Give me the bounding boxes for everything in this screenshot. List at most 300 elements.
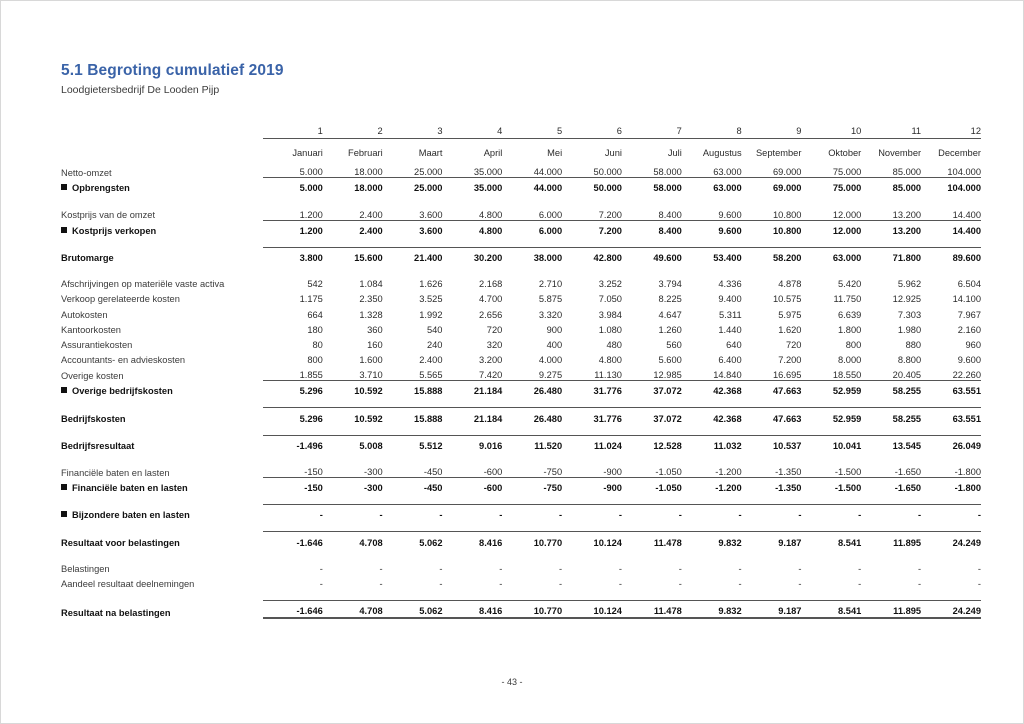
- row-label-cell: [61, 335, 263, 350]
- value-cell: 800: [307, 355, 323, 366]
- row-label: Bedrijfsresultaat: [61, 440, 135, 451]
- value-cell: 44.000: [502, 178, 562, 194]
- row-label-cell: [61, 435, 263, 451]
- value-cell: -: [921, 505, 981, 521]
- value-cell: 664: [307, 309, 323, 320]
- row-label-cell: [61, 365, 263, 381]
- value-cell: -: [798, 578, 802, 589]
- value-cell: 3.252: [598, 279, 622, 290]
- value-cell: -750: [543, 467, 563, 478]
- value-cell: 14.840: [713, 370, 742, 381]
- column-number-header: 7: [622, 120, 682, 139]
- value-cell: 10.770: [502, 532, 562, 548]
- value-cell: 5.875: [538, 294, 563, 305]
- column-month-header: December: [938, 148, 981, 159]
- value-cell: 400: [546, 339, 563, 350]
- value-cell: -: [379, 578, 383, 589]
- value-cell: 9.016: [442, 435, 502, 451]
- value-cell: -: [977, 578, 981, 589]
- value-cell: -: [738, 563, 742, 574]
- value-cell: 960: [965, 339, 981, 350]
- value-cell: 63.000: [801, 247, 861, 263]
- value-cell: -600: [483, 467, 503, 478]
- value-cell: 6.639: [838, 309, 862, 320]
- value-cell: -: [742, 505, 802, 521]
- value-cell: -150: [304, 467, 323, 478]
- value-cell: 18.000: [354, 167, 383, 178]
- value-cell: 24.249: [921, 532, 981, 548]
- value-cell: 15.888: [383, 381, 443, 397]
- column-month-header: Juni: [604, 148, 622, 159]
- row-label-cell: [61, 274, 263, 289]
- value-cell: 4.000: [538, 355, 563, 366]
- value-cell: 7.050: [598, 294, 622, 305]
- table-row: [61, 435, 981, 451]
- value-cell: 15.600: [323, 247, 383, 263]
- row-spacer-cell: [61, 548, 981, 559]
- value-cell: 8.416: [442, 600, 502, 618]
- value-cell: -: [502, 505, 562, 521]
- row-label: Verkoop gerelateerde kosten: [61, 294, 180, 305]
- row-spacer: [61, 451, 981, 462]
- value-cell: 63.551: [921, 381, 981, 397]
- value-cell: -: [682, 505, 742, 521]
- value-cell: 30.200: [442, 247, 502, 263]
- value-cell: 13.545: [861, 435, 921, 451]
- value-cell: 38.000: [502, 247, 562, 263]
- value-cell: 5.296: [263, 381, 323, 397]
- value-cell: -: [439, 563, 443, 574]
- value-cell: 42.800: [562, 247, 622, 263]
- value-cell: 47.663: [742, 408, 802, 424]
- row-label: Overige kosten: [61, 370, 124, 381]
- value-cell: 58.200: [742, 247, 802, 263]
- row-label: Bijzondere baten en lasten: [72, 510, 190, 521]
- value-cell: 5.420: [838, 279, 862, 290]
- value-cell: 26.480: [502, 408, 562, 424]
- value-cell: 9.600: [718, 209, 742, 220]
- value-cell: -1.646: [263, 600, 323, 618]
- value-cell: 21.184: [442, 381, 502, 397]
- row-label-cell: [61, 304, 263, 319]
- value-cell: 5.311: [719, 309, 742, 320]
- value-cell: 58.255: [861, 408, 921, 424]
- value-cell: 1.084: [359, 279, 383, 290]
- value-cell: 9.187: [742, 600, 802, 618]
- value-cell: 4.647: [658, 309, 682, 320]
- value-cell: 26.049: [921, 435, 981, 451]
- value-cell: 20.405: [892, 370, 922, 381]
- value-cell: 22.260: [952, 370, 981, 381]
- value-cell: 21.184: [442, 408, 502, 424]
- value-cell: 480: [606, 339, 622, 350]
- table-row: [61, 335, 981, 350]
- value-cell: 8.800: [897, 355, 922, 366]
- value-cell: 240: [426, 339, 443, 350]
- value-cell: 58.000: [622, 178, 682, 194]
- value-cell: 5.565: [419, 370, 443, 381]
- value-cell: 8.400: [622, 220, 682, 236]
- header-row-months: [61, 139, 981, 163]
- column-number-header: 9: [742, 120, 802, 139]
- row-label-cell: [61, 532, 263, 548]
- row-label-cell: [61, 320, 263, 335]
- row-spacer: [61, 193, 981, 204]
- value-cell: 8.000: [838, 355, 862, 366]
- column-number-header: 8: [682, 120, 742, 139]
- value-cell: -450: [423, 467, 443, 478]
- value-cell: 4.800: [598, 355, 622, 366]
- value-cell: 10.575: [773, 294, 802, 305]
- value-cell: 26.480: [502, 381, 562, 397]
- value-cell: 6.000: [502, 220, 562, 236]
- value-cell: 1.080: [598, 324, 622, 335]
- value-cell: 69.000: [742, 178, 802, 194]
- value-cell: 4.708: [323, 532, 383, 548]
- value-cell: 63.000: [682, 178, 742, 194]
- table-row: [61, 178, 981, 194]
- row-spacer-cell: [61, 396, 981, 408]
- row-spacer: [61, 236, 981, 248]
- value-cell: 8.400: [658, 209, 682, 220]
- value-cell: 42.368: [682, 408, 742, 424]
- value-cell: 2.350: [359, 294, 383, 305]
- row-label: Financiële baten en lasten: [61, 467, 170, 478]
- column-month-header: Januari: [292, 148, 323, 159]
- row-label: Accountants- en advieskosten: [61, 355, 186, 366]
- value-cell: 720: [486, 324, 503, 335]
- row-label: Belastingen: [61, 563, 110, 574]
- row-label-cell: [61, 381, 263, 397]
- value-cell: 10.592: [323, 381, 383, 397]
- row-spacer: [61, 520, 981, 532]
- value-cell: -1.800: [921, 478, 981, 494]
- value-cell: -150: [263, 478, 323, 494]
- value-cell: 104.000: [947, 167, 981, 178]
- value-cell: 53.400: [682, 247, 742, 263]
- value-cell: 80: [312, 339, 323, 350]
- value-cell: 360: [367, 324, 383, 335]
- value-cell: 3.794: [658, 279, 682, 290]
- value-cell: 1.328: [359, 309, 383, 320]
- value-cell: 9.400: [718, 294, 742, 305]
- row-label: Kantoorkosten: [61, 324, 121, 335]
- value-cell: 1.200: [299, 209, 323, 220]
- row-label-cell: [61, 462, 263, 478]
- value-cell: 8.541: [801, 600, 861, 618]
- table-row: [61, 247, 981, 263]
- value-cell: 6.504: [957, 279, 981, 290]
- value-cell: 12.000: [801, 220, 861, 236]
- budget-table: [61, 120, 981, 619]
- value-cell: 10.041: [801, 435, 861, 451]
- column-number-header: 4: [442, 120, 502, 139]
- value-cell: 7.420: [479, 370, 503, 381]
- value-cell: 58.000: [653, 167, 682, 178]
- value-cell: 18.000: [323, 178, 383, 194]
- value-cell: 10.770: [502, 600, 562, 618]
- square-bullet-icon: [61, 184, 67, 190]
- table-row: [61, 532, 981, 548]
- value-cell: 11.478: [622, 600, 682, 618]
- value-cell: -: [858, 578, 862, 589]
- row-label: Netto-omzet: [61, 167, 112, 178]
- value-cell: 13.200: [892, 209, 922, 220]
- value-cell: -: [918, 563, 922, 574]
- value-cell: 10.592: [323, 408, 383, 424]
- value-cell: -: [323, 505, 383, 521]
- value-cell: -: [319, 563, 323, 574]
- value-cell: 3.320: [538, 309, 563, 320]
- row-spacer: [61, 493, 981, 505]
- value-cell: 7.967: [957, 309, 981, 320]
- row-spacer-cell: [61, 263, 981, 274]
- square-bullet-icon: [61, 484, 67, 490]
- value-cell: 58.255: [861, 381, 921, 397]
- value-cell: 5.296: [263, 408, 323, 424]
- value-cell: 8.541: [801, 532, 861, 548]
- column-month-header: Juli: [667, 148, 682, 159]
- square-bullet-icon: [61, 387, 67, 393]
- table-row: [61, 365, 981, 381]
- value-cell: 10.124: [562, 532, 622, 548]
- value-cell: 2.656: [479, 309, 503, 320]
- value-cell: 75.000: [832, 167, 862, 178]
- table-row: [61, 220, 981, 236]
- value-cell: 4.800: [442, 220, 502, 236]
- row-label-cell: [61, 289, 263, 304]
- value-cell: -1.050: [655, 467, 682, 478]
- value-cell: -: [678, 578, 682, 589]
- value-cell: 7.200: [778, 355, 802, 366]
- value-cell: 71.800: [861, 247, 921, 263]
- value-cell: 63.551: [921, 408, 981, 424]
- value-cell: 2.400: [323, 220, 383, 236]
- row-label-cell: [61, 478, 263, 494]
- row-label-cell: [61, 178, 263, 194]
- value-cell: -: [738, 578, 742, 589]
- value-cell: 540: [426, 324, 443, 335]
- value-cell: 9.600: [957, 355, 981, 366]
- value-cell: 1.600: [359, 355, 383, 366]
- value-cell: 2.400: [359, 209, 383, 220]
- row-label: Brutomarge: [61, 252, 114, 263]
- table-row: [61, 505, 981, 521]
- value-cell: -1.646: [263, 532, 323, 548]
- value-cell: 10.537: [742, 435, 802, 451]
- row-label-cell: [61, 247, 263, 263]
- row-spacer-cell: [61, 236, 981, 248]
- value-cell: 85.000: [861, 178, 921, 194]
- value-cell: 5.000: [263, 178, 323, 194]
- company-subtitle: Loodgietersbedrijf De Looden Pijp: [61, 84, 220, 97]
- row-label: Kostprijs verkopen: [72, 225, 157, 236]
- column-number-header: 1: [263, 120, 323, 139]
- column-number-header: 3: [383, 120, 443, 139]
- value-cell: 6.000: [538, 209, 563, 220]
- square-bullet-icon: [61, 227, 67, 233]
- value-cell: 37.072: [622, 408, 682, 424]
- header-corner-cell: [61, 139, 263, 163]
- value-cell: 75.000: [801, 178, 861, 194]
- value-cell: -1.350: [775, 467, 802, 478]
- value-cell: 4.336: [718, 279, 742, 290]
- value-cell: 3.525: [419, 294, 443, 305]
- value-cell: 720: [785, 339, 802, 350]
- value-cell: -: [861, 505, 921, 521]
- row-spacer-cell: [61, 589, 981, 601]
- value-cell: 6.400: [718, 355, 742, 366]
- table-row: [61, 559, 981, 574]
- value-cell: -1.800: [954, 467, 981, 478]
- value-cell: 5.008: [323, 435, 383, 451]
- value-cell: 160: [367, 339, 383, 350]
- value-cell: 5.600: [658, 355, 682, 366]
- value-cell: 50.000: [562, 178, 622, 194]
- value-cell: 14.400: [921, 220, 981, 236]
- value-cell: -300: [323, 478, 383, 494]
- value-cell: 4.700: [479, 294, 503, 305]
- column-number-header: 5: [502, 120, 562, 139]
- value-cell: 1.992: [419, 309, 443, 320]
- value-cell: -: [559, 578, 563, 589]
- header-row-numbers: [61, 120, 981, 139]
- column-number-header: 10: [801, 120, 861, 139]
- value-cell: 180: [307, 324, 323, 335]
- column-month-header: November: [878, 148, 922, 159]
- value-cell: 2.168: [479, 279, 503, 290]
- value-cell: 24.249: [921, 600, 981, 618]
- value-cell: 10.800: [773, 209, 802, 220]
- value-cell: -1.350: [742, 478, 802, 494]
- value-cell: 1.855: [299, 370, 323, 381]
- value-cell: 25.000: [414, 167, 443, 178]
- value-cell: 7.200: [562, 220, 622, 236]
- table-row: [61, 289, 981, 304]
- value-cell: 10.800: [742, 220, 802, 236]
- value-cell: -: [439, 578, 443, 589]
- value-cell: -300: [364, 467, 383, 478]
- value-cell: 11.520: [502, 435, 562, 451]
- table-row: [61, 274, 981, 289]
- value-cell: 2.400: [419, 355, 443, 366]
- value-cell: 1.626: [419, 279, 443, 290]
- value-cell: -1.200: [682, 478, 742, 494]
- table-row: [61, 381, 981, 397]
- value-cell: 800: [845, 339, 862, 350]
- value-cell: 10.124: [562, 600, 622, 618]
- row-label-cell: [61, 408, 263, 424]
- row-spacer-cell: [61, 520, 981, 532]
- value-cell: 44.000: [533, 167, 563, 178]
- row-spacer-cell: [61, 193, 981, 204]
- table-body: [61, 162, 981, 618]
- value-cell: -1.496: [263, 435, 323, 451]
- value-cell: 49.600: [622, 247, 682, 263]
- value-cell: 8.416: [442, 532, 502, 548]
- value-cell: -: [559, 563, 563, 574]
- value-cell: 18.550: [832, 370, 862, 381]
- value-cell: -: [319, 578, 323, 589]
- table-row: [61, 600, 981, 618]
- value-cell: 35.000: [473, 167, 503, 178]
- value-cell: 11.130: [594, 370, 622, 381]
- column-month-header: Februari: [348, 148, 383, 159]
- value-cell: 13.200: [861, 220, 921, 236]
- value-cell: 3.600: [419, 209, 443, 220]
- table-row: [61, 408, 981, 424]
- value-cell: -: [499, 578, 503, 589]
- header-corner-cell: [61, 120, 263, 139]
- value-cell: 5.975: [778, 309, 802, 320]
- table-row: [61, 478, 981, 494]
- value-cell: 11.750: [833, 294, 862, 305]
- value-cell: 11.895: [861, 600, 921, 618]
- value-cell: 11.478: [622, 532, 682, 548]
- value-cell: -: [618, 578, 622, 589]
- row-label: Financiële baten en lasten: [72, 483, 188, 494]
- value-cell: 5.062: [383, 532, 443, 548]
- value-cell: 2.160: [957, 324, 981, 335]
- value-cell: 4.878: [778, 279, 802, 290]
- row-label-cell: [61, 600, 263, 618]
- value-cell: 4.800: [479, 209, 503, 220]
- value-cell: 3.800: [263, 247, 323, 263]
- table-head: [61, 120, 981, 162]
- column-number-header: 12: [921, 120, 981, 139]
- row-spacer-cell: [61, 493, 981, 505]
- value-cell: -1.200: [715, 467, 742, 478]
- value-cell: 50.000: [593, 167, 622, 178]
- value-cell: 69.000: [773, 167, 802, 178]
- value-cell: -: [263, 505, 323, 521]
- value-cell: 5.062: [383, 600, 443, 618]
- value-cell: 900: [546, 324, 563, 335]
- value-cell: -1.050: [622, 478, 682, 494]
- row-label: Opbrengsten: [72, 183, 130, 194]
- row-spacer: [61, 263, 981, 274]
- value-cell: 85.000: [892, 167, 922, 178]
- value-cell: 1.175: [299, 294, 323, 305]
- value-cell: -600: [442, 478, 502, 494]
- row-label-cell: [61, 162, 263, 178]
- row-spacer-cell: [61, 451, 981, 462]
- column-month-header: Oktober: [828, 148, 862, 159]
- value-cell: 12.925: [892, 294, 922, 305]
- value-cell: 31.776: [562, 408, 622, 424]
- value-cell: 5.000: [299, 167, 323, 178]
- value-cell: -450: [383, 478, 443, 494]
- value-cell: 3.200: [479, 355, 503, 366]
- value-cell: -: [977, 563, 981, 574]
- value-cell: 5.962: [897, 279, 922, 290]
- table-row: [61, 320, 981, 335]
- value-cell: 35.000: [442, 178, 502, 194]
- value-cell: 320: [486, 339, 503, 350]
- value-cell: -: [858, 563, 862, 574]
- row-label-cell: [61, 350, 263, 365]
- value-cell: -: [798, 563, 802, 574]
- column-number-header: 6: [562, 120, 622, 139]
- value-cell: -: [618, 563, 622, 574]
- value-cell: 880: [905, 339, 922, 350]
- row-label-cell: [61, 220, 263, 236]
- value-cell: 16.695: [773, 370, 802, 381]
- value-cell: 37.072: [622, 381, 682, 397]
- row-label: Kostprijs van de omzet: [61, 210, 156, 221]
- row-label-cell: [61, 204, 263, 220]
- row-label: Resultaat na belastingen: [61, 608, 171, 619]
